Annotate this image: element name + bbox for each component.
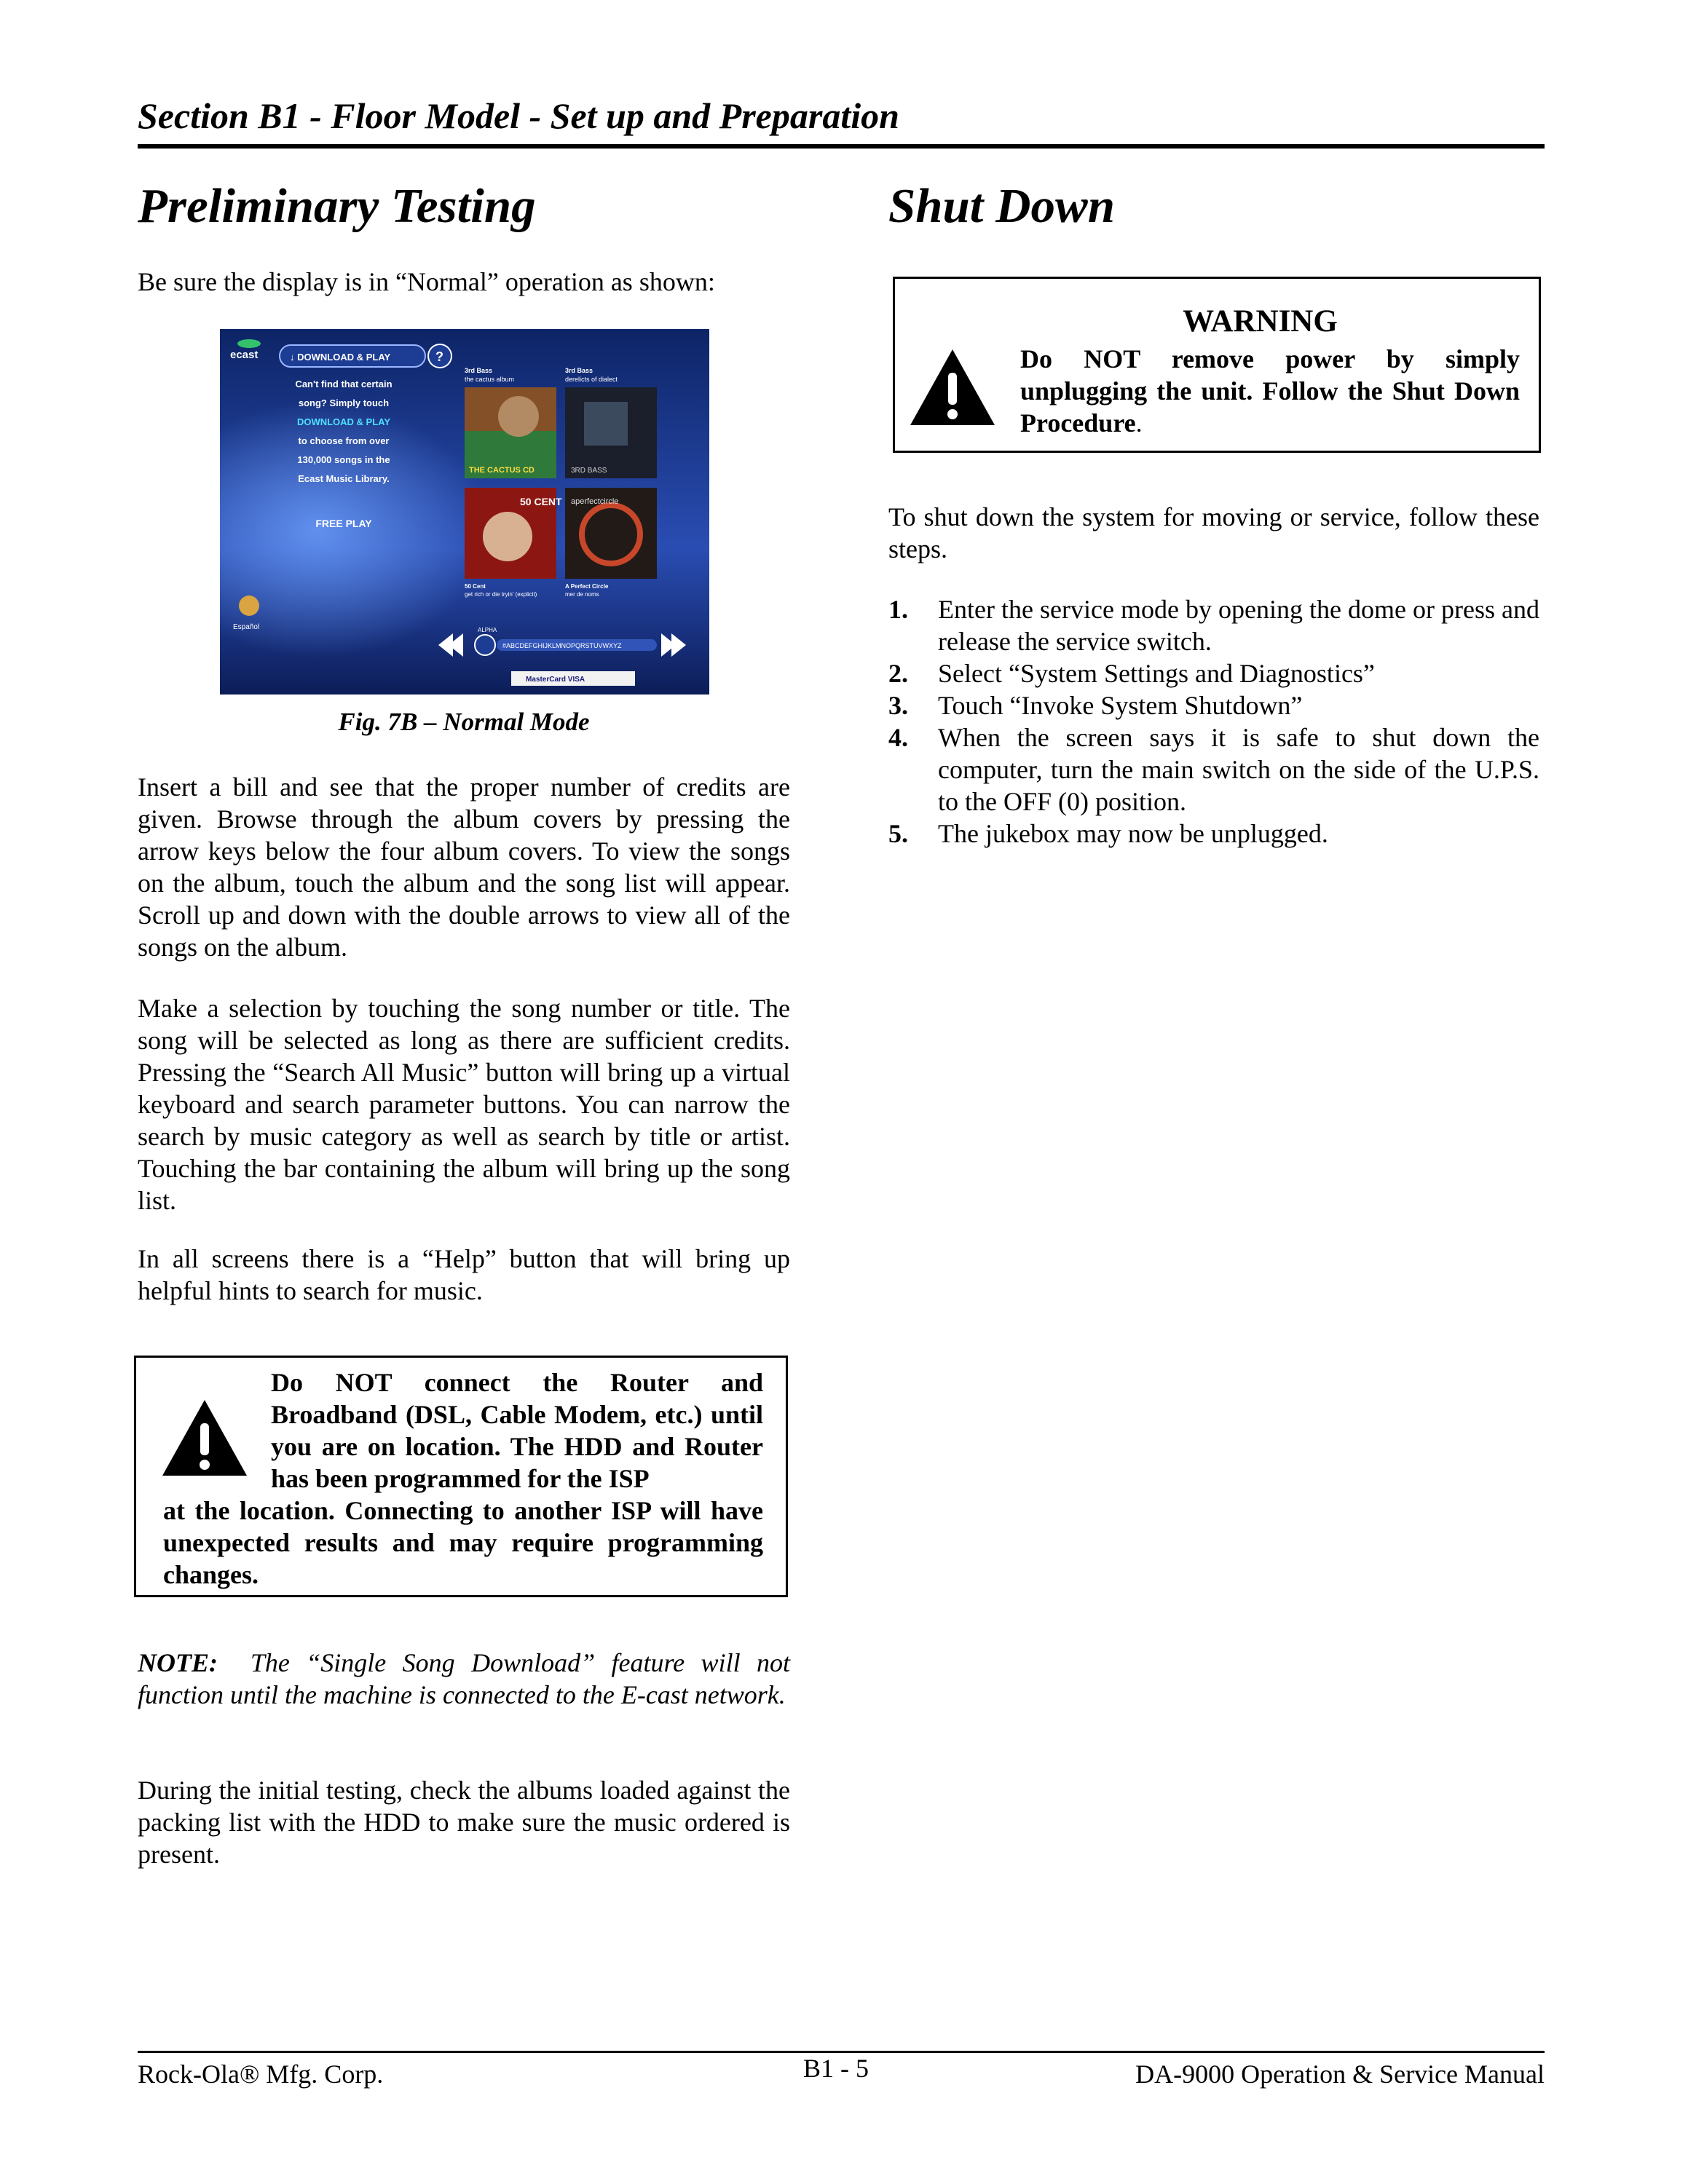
shutdown-intro: To shut down the system for moving or service, follow these steps.	[888, 502, 1539, 563]
warning-triangle-icon	[161, 1398, 248, 1477]
help-icon: ?	[435, 349, 443, 364]
alpha-button[interactable]	[475, 635, 495, 655]
note-label: NOTE:	[138, 1648, 218, 1677]
album-cover-1-art: THE CACTUS CD	[469, 466, 535, 475]
alpha-strip-letters: #ABCDEFGHIJKLMNOPQRSTUVWXYZ	[502, 642, 622, 649]
note-text: The “Single Song Download” feature will not function until the machine is connected to the E-cast network.	[138, 1648, 790, 1709]
album-3-title: get rich or die tryin' (explicit)	[465, 591, 537, 598]
heading-shut-down: Shut Down	[888, 179, 1115, 233]
album-cover-2-art: 3RD BASS	[571, 467, 607, 475]
heading-preliminary-testing: Preliminary Testing	[138, 179, 536, 233]
paragraph-make-selection: Make a selection by touching the song number or title. The song will be selected as long as there are sufficient credits. Pressing the “Search All Music” button will bring up a virtual keyboard and search parameter buttons. You can narrow the search by music category as well as search by title or artist. Touching the bar containing the album will bring up the song list.	[138, 994, 790, 1215]
router-warning-box	[134, 1356, 788, 1597]
album-2-title: derelicts of dialect	[565, 376, 618, 383]
step-2: 2. Select “System Settings and Diagnostics”	[888, 659, 1375, 688]
ecast-logo: ecast	[230, 349, 259, 361]
warning-triangle-icon	[909, 348, 996, 427]
step-1: 1. Enter the service mode by opening the dome or press and release the service switch.	[888, 595, 1539, 656]
album-1-title: the cactus album	[465, 376, 515, 383]
album-4-artist: A Perfect Circle	[565, 583, 609, 590]
svg-text:DOWNLOAD & PLAY: DOWNLOAD & PLAY	[296, 416, 391, 427]
step-5: 5. The jukebox may now be unplugged.	[888, 819, 1328, 848]
album-3-artist: 50 Cent	[465, 583, 486, 590]
free-play-label: FREE PLAY	[315, 518, 372, 529]
language-label: Español	[233, 623, 260, 631]
router-warning-text-continued: at the location. Connecting to another ISP will have unexpected results and may require programming changes.	[163, 1496, 763, 1589]
section-title: Section B1 - Floor Model - Set up and Preparation	[138, 95, 899, 136]
alpha-label: ALPHA	[478, 627, 497, 633]
album-2-artist: 3rd Bass	[565, 367, 593, 374]
album-1-artist: 3rd Bass	[465, 367, 493, 374]
svg-text:to choose from over: to choose from over	[298, 435, 390, 446]
payment-card-label: MasterCard VISA	[526, 676, 585, 684]
svg-text:Ecast Music Library.: Ecast Music Library.	[298, 473, 390, 484]
ecast-logo-swoosh	[237, 339, 261, 348]
language-icon[interactable]	[239, 596, 259, 616]
paragraph-insert-bill: Insert a bill and see that the proper number of credits are given. Browse through the album covers by pressing the arrow keys below the four album covers. To view the songs on the album, touch the album and the song list will appear. Scroll up and down with the double arrows to view all of the songs on the album.	[138, 772, 790, 962]
jukebox-screen-image	[220, 329, 709, 695]
shutdown-warning-text: Do NOT remove power by simply unplugging the unit. Follow the Shut Down Procedure.	[1020, 344, 1520, 438]
download-play-label: ↓ DOWNLOAD & PLAY	[290, 352, 391, 363]
svg-text:Can't find that certain: Can't find that certain	[295, 379, 393, 389]
album-4-title: mer de noms	[565, 591, 599, 598]
header-rule	[138, 144, 1545, 149]
footer-manual-title: DA-9000 Operation & Service Manual	[1135, 2060, 1545, 2089]
step-4: 4. When the screen says it is safe to shut down the computer, turn the main switch on the side of the U.P.S. to the OFF (0) position.	[888, 723, 1539, 816]
album-cover-3-art: 50 CENT	[520, 496, 562, 507]
paragraph-initial-testing: During the initial testing, check the albums loaded against the packing list with the HDD to make sure the music ordered is present.	[138, 1776, 790, 1869]
shutdown-warning-box	[893, 277, 1541, 453]
svg-text:song? Simply touch: song? Simply touch	[298, 397, 390, 408]
figure-caption: Fig. 7B – Normal Mode	[338, 708, 590, 736]
note-paragraph	[138, 1647, 790, 1711]
intro-text: Be sure the display is in “Normal” operation as shown:	[138, 267, 715, 296]
warning-title: WARNING	[1183, 304, 1338, 339]
paragraph-help-button: In all screens there is a “Help” button that will bring up helpful hints to search for music.	[138, 1244, 790, 1305]
step-3: 3. Touch “Invoke System Shutdown”	[888, 691, 1303, 720]
footer-company: Rock-Ola® Mfg. Corp.	[138, 2060, 384, 2089]
footer-page-number: B1 - 5	[803, 2054, 869, 2083]
figure-normal-mode	[220, 329, 709, 695]
router-warning-text: Do NOT connect the Router and Broadband (DSL, Cable Modem, etc.) until you are on location. The HDD and Router has been programmed for the ISP	[271, 1368, 763, 1493]
svg-text:130,000 songs in the: 130,000 songs in the	[297, 454, 390, 465]
album-cover-4-art: aperfectcircle	[571, 497, 619, 506]
